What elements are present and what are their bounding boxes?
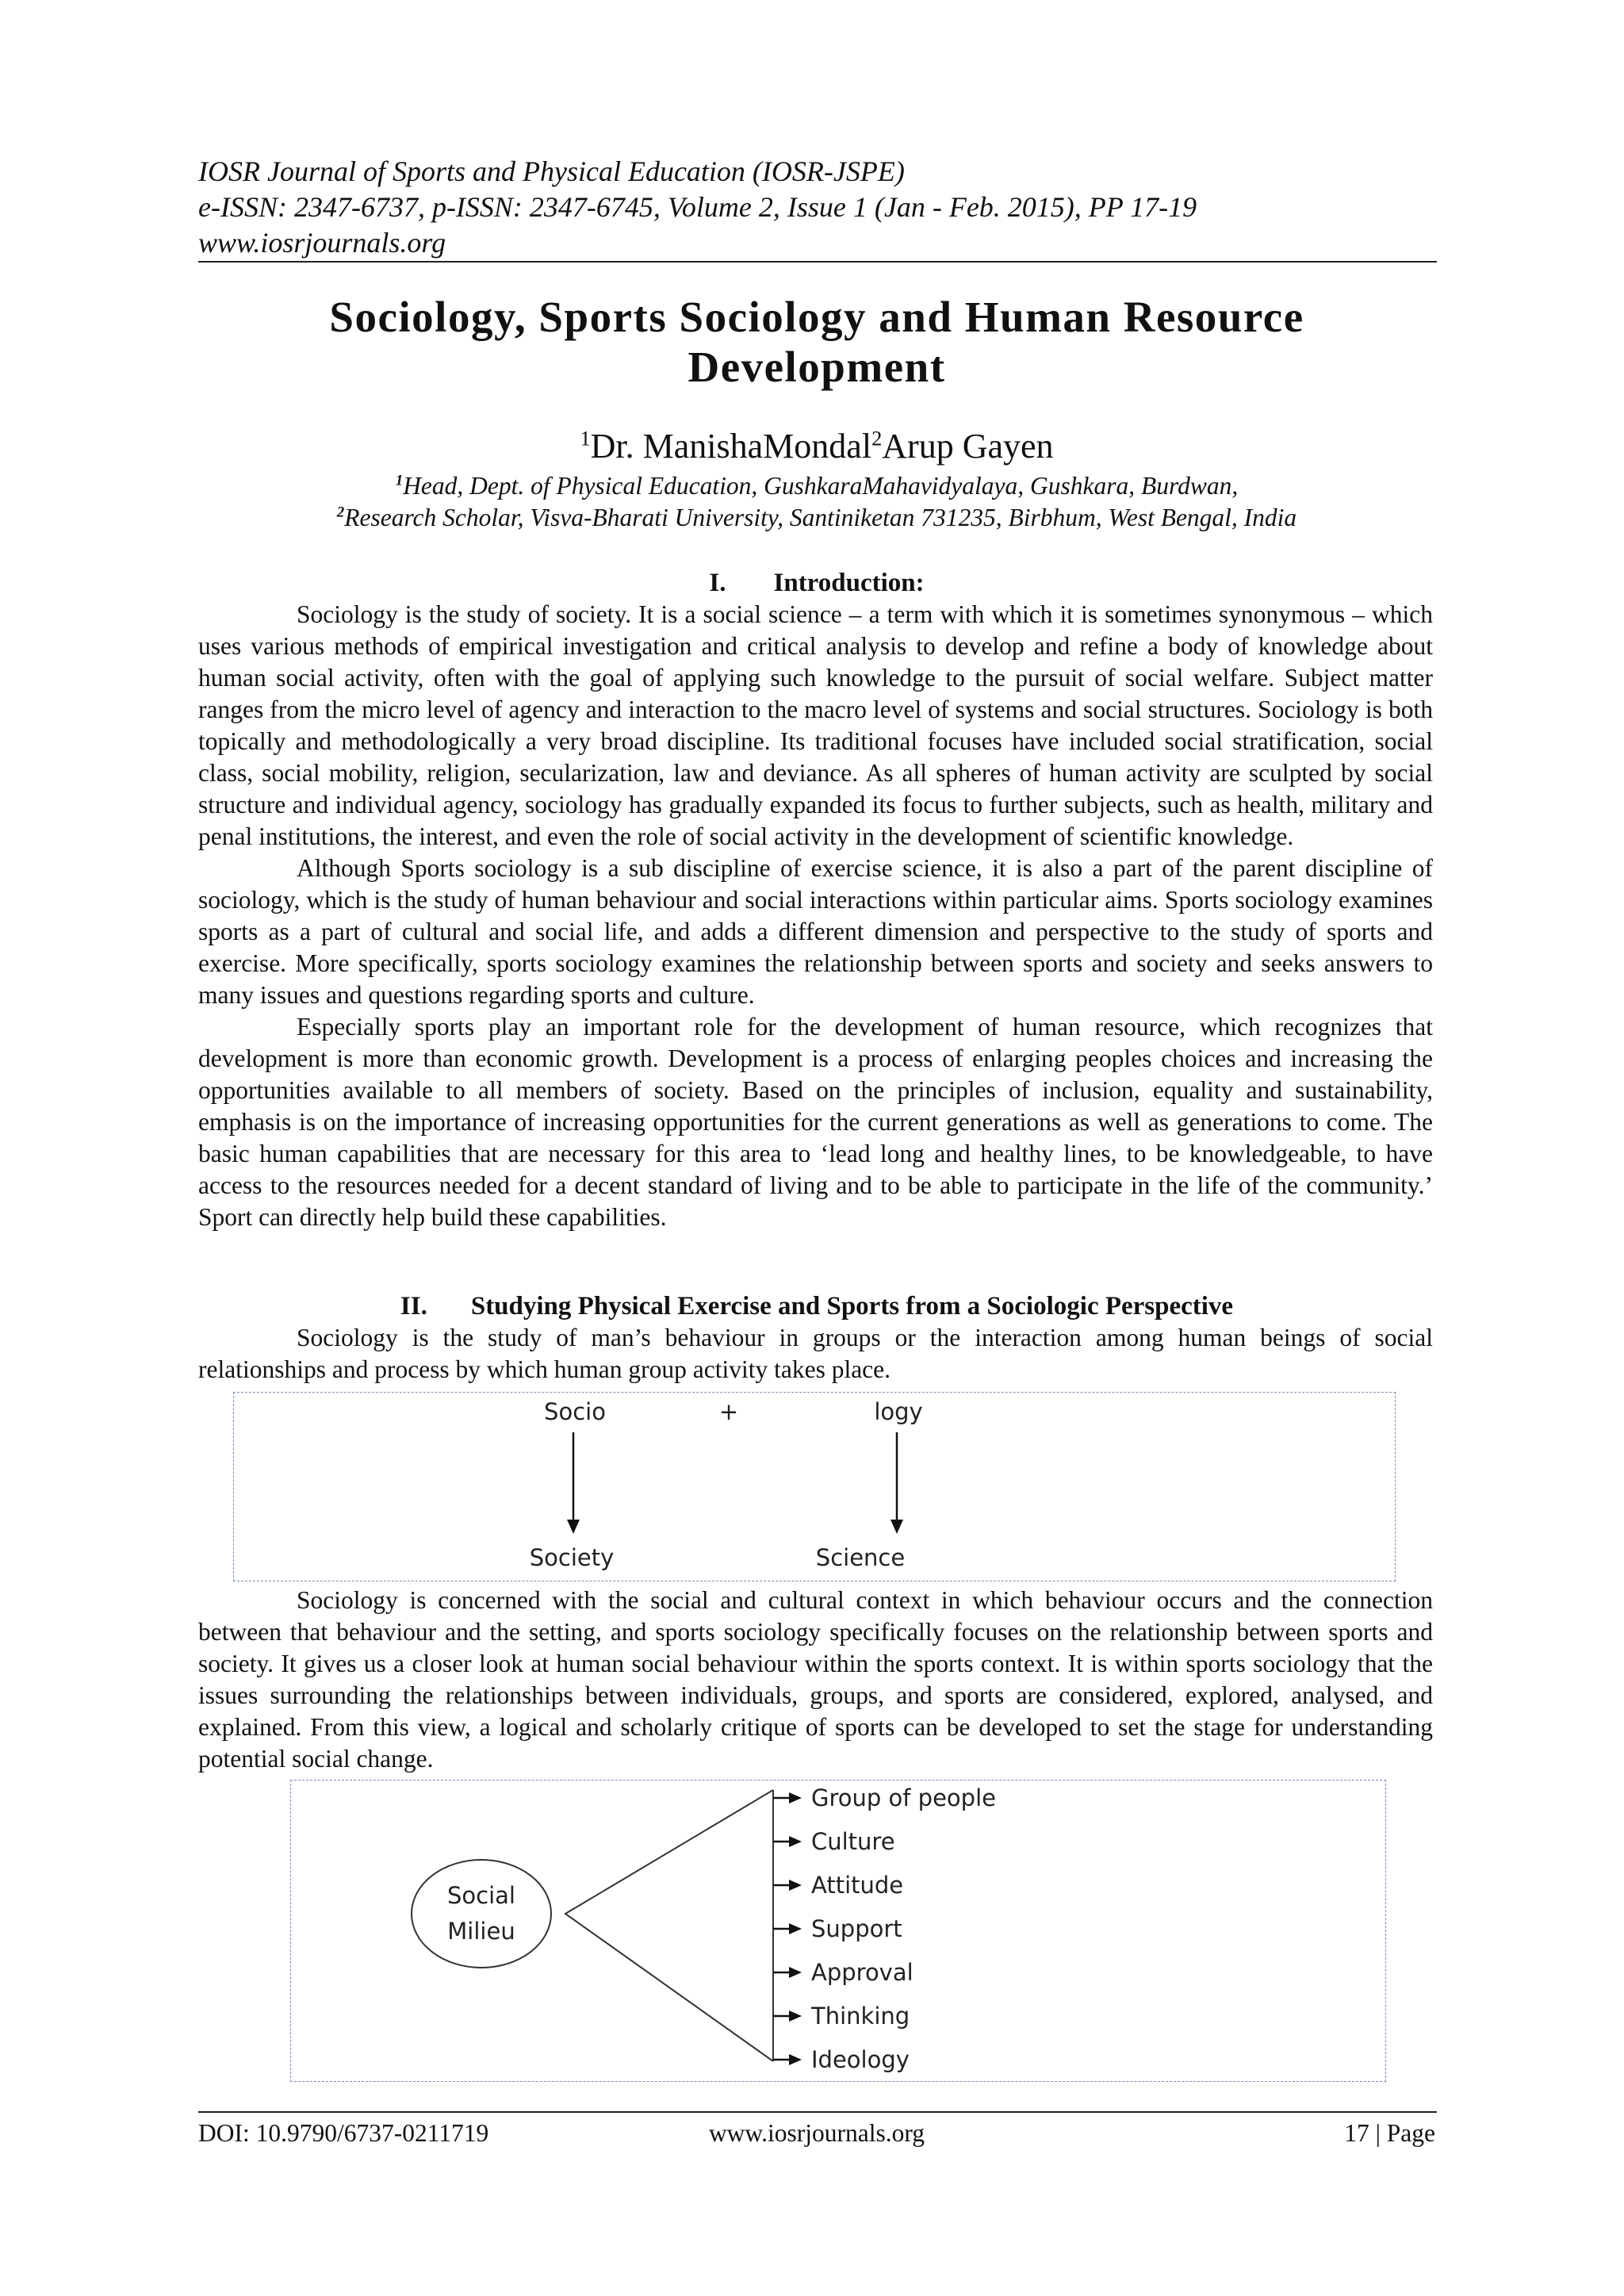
journal-website: www.iosrjournals.org <box>198 227 446 259</box>
paper-title <box>198 292 1435 392</box>
fig2-arrow-head <box>789 1967 802 1978</box>
title-line-2: Development <box>688 343 946 391</box>
section-2-heading <box>198 1290 1435 1322</box>
fig2-arrow-head <box>789 1923 802 1934</box>
fig1-arrow-logy-head <box>891 1520 903 1534</box>
journal-name: IOSR Journal of Sports and Physical Education (IOSR-JSPE) <box>198 155 905 187</box>
footer-page-number: 17 | Page <box>1344 2119 1435 2147</box>
fig2-arrow-head <box>789 1880 802 1891</box>
journal-issn: e-ISSN: 2347-6737, p-ISSN: 2347-6745, Volume 2, Issue 1 (Jan - Feb. 2015), PP 17-19 <box>198 191 1197 223</box>
intro-paragraph-1: Sociology is the study of society. It is a social science – a term with which it is sometimes synonymous – which uses various methods of empirical investigation and critical analysis to develop and refine a body of knowledge about human social activity, often with the goal of applying such knowledge to the pursuit of social welfare. Subject matter ranges from the micro level of agency and interaction to the macro level of systems and social structures. Sociology is both topically and methodologically a very broad discipline. Its traditional focuses have included social stratification, social class, social mobility, religion, secularization, law and deviance. As all spheres of human activity are sculpted by social structure and individual agency, sociology has gradually expanded its focus to further subjects, such as health, military and penal institutions, the interest, and even the role of social activity in the development of scientific knowledge. <box>198 600 1433 850</box>
footer-rule <box>198 2111 1437 2113</box>
affiliation-1-text: Head, Dept. of Physical Education, GushkaraMahavidyalaya, Gushkara, Burdwan, <box>403 472 1239 500</box>
affiliation-2-text: Research Scholar, Visva-Bharati University, Santiniketan 731235, Birbhum, West Bengal, India <box>344 504 1297 531</box>
figure-social-milieu <box>290 1780 1386 2082</box>
section-2-paragraph-1: Sociology is the study of man’s behaviour in groups or the interaction among human beings of social relationships and process by which human group activity takes place. <box>198 1324 1433 1383</box>
figure-1-diagram <box>234 1393 1396 1582</box>
figure-sociology-etymology <box>233 1392 1396 1581</box>
fig2-fan-lines <box>565 1790 773 2061</box>
footer-doi: DOI: 10.9790/6737-0211719 <box>198 2119 489 2147</box>
fig2-item-label: Attitude <box>811 1872 904 1899</box>
fig2-item-label: Culture <box>811 1828 895 1855</box>
fig1-arrow-socio-head <box>567 1520 580 1534</box>
section-1-heading <box>198 567 1435 599</box>
fig1-society-label: Society <box>529 1544 615 1571</box>
section-2-number: II. <box>400 1292 427 1320</box>
fig2-item-label: Support <box>811 1915 902 1942</box>
page-footer <box>198 2116 1435 2151</box>
fig2-item-label: Approval <box>811 1959 914 1986</box>
introduction-body <box>198 599 1433 1233</box>
fig2-item-label: Thinking <box>811 2003 910 2030</box>
author-1-name: Dr. ManishaMondal <box>590 427 872 466</box>
section-2-paragraph-2: Sociology is concerned with the social and cultural context in which behaviour occurs and the connection between that behaviour and the setting, and sports sociology specifically focuses on the relationship between sports and society. It gives us a closer look at human social behaviour within the sports context. It is within sports sociology that the issues surrounding the relationships between individuals, groups, and sports are considered, explored, analysed, and explained. From this view, a logical and scholarly critique of sports can be developed to set the stage for understanding potential social change. <box>198 1586 1433 1773</box>
figure-2-diagram <box>291 1780 1387 2083</box>
fig2-item-label: Ideology <box>811 2046 910 2073</box>
fig2-arrow-head <box>789 2010 802 2022</box>
intro-paragraph-2: Although Sports sociology is a sub discipline of exercise science, it is also a part of the parent discipline of sociology, which is the study of human behaviour and social interactions within particular aims. Sports sociology examines sports as a part of cultural and social life, and adds a different dimension and perspective to the study of sports and exercise. More specifically, sports sociology examines the relationship between sports and society and seeks answers to many issues and questions regarding sports and culture. <box>198 854 1433 1009</box>
fig1-socio-label: Socio <box>544 1398 606 1425</box>
footer-website: www.iosrjournals.org <box>708 2119 925 2147</box>
section-1-title: Introduction: <box>773 569 925 597</box>
journal-header <box>198 154 1435 261</box>
affiliation-2-mark: 2 <box>336 504 345 521</box>
intro-paragraph-3: Especially sports play an important role for the development of human resource, which recognizes that development is more than economic growth. Development is a process of enlarging peoples choices and increasing the opportunities available to all members of society. Based on the principles of inclusion, equality and sustainability, emphasis is on the importance of increasing opportunities for the current generations as well as generations to come. The basic human capabilities that are necessary for this area to ‘lead long and healthy lines, to be knowledgeable, to have access to the resources needed for a decent standard of living and to be able to participate in the life of the community.’ Sport can directly help build these capabilities. <box>198 1013 1433 1231</box>
fig2-center-line2: Milieu <box>447 1918 515 1945</box>
affiliation-2 <box>198 502 1435 534</box>
section-2-body-middle <box>198 1585 1433 1775</box>
section-2-title: Studying Physical Exercise and Sports from a Sociologic Perspective <box>470 1292 1234 1320</box>
fig2-item-label: Group of people <box>811 1784 996 1811</box>
fig2-arrow-head <box>789 1792 802 1803</box>
section-1-number: I. <box>709 569 726 597</box>
author-1-mark: 1 <box>580 426 591 450</box>
fig2-arrow-head <box>789 1836 802 1847</box>
section-2-body-top <box>198 1322 1433 1386</box>
title-line-1: Sociology, Sports Sociology and Human Resource <box>329 293 1304 341</box>
author-line <box>198 424 1435 469</box>
affiliation-1 <box>198 470 1435 502</box>
fig2-center-line1: Social <box>447 1882 515 1909</box>
author-2-name: Arup Gayen <box>882 427 1054 466</box>
fig2-milieu-ellipse <box>412 1860 551 1968</box>
fig2-item-list <box>773 1784 996 2073</box>
author-2-mark: 2 <box>871 426 883 450</box>
affiliation-1-mark: 1 <box>395 472 404 489</box>
fig1-logy-label: logy <box>874 1398 923 1425</box>
fig1-plus-label: + <box>718 1398 739 1425</box>
fig1-science-label: Science <box>815 1544 906 1571</box>
fig2-arrow-head <box>789 2054 802 2065</box>
header-rule <box>198 261 1437 263</box>
